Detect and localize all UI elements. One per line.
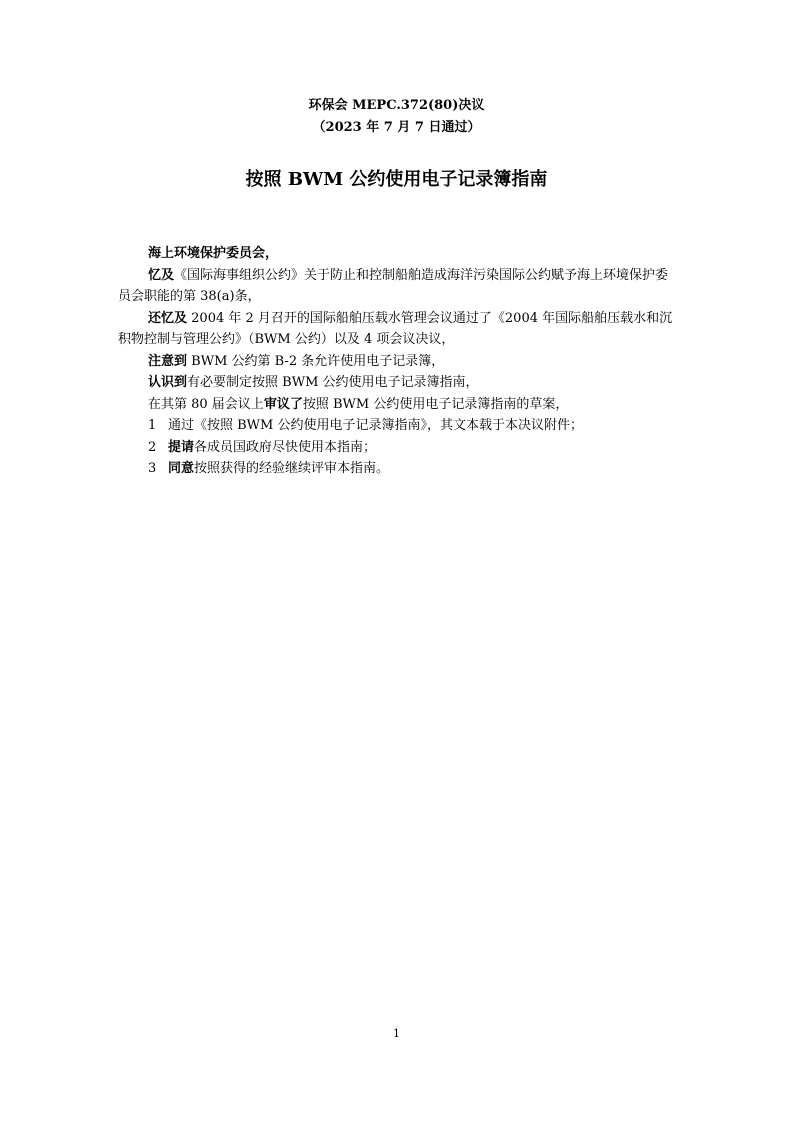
preamble-recognizing: [118, 372, 678, 394]
considered-before: 在其第 80 届会议上: [148, 396, 264, 412]
operative-verb: 同意: [168, 461, 195, 476]
preamble-lead: 海上环境保护委员会，: [148, 246, 279, 261]
preamble-text: 《国际海事组织公约》关于防止和控制船舶造成海洋污染国际公约赋予海上环境保护委员会职能的第 38(a)条，: [118, 267, 669, 304]
operative-text: 各成员国政府尽快使用本指南；: [194, 439, 377, 455]
preamble-recalling-also: [118, 308, 678, 351]
operative-text: 通过《按照 BWM 公约使用电子记录簿指南》，其文本载于本决议附件；: [168, 418, 583, 433]
document-title: 按照 BWM 公约使用电子记录簿指南: [245, 169, 548, 190]
operative-text: 按照获得的经验继续评审本指南。: [194, 461, 390, 476]
operative-paragraph: [118, 437, 678, 459]
considered-after: 按照 BWM 公约使用电子记录簿指南的草案，: [302, 396, 569, 412]
operative-paragraph: [118, 415, 678, 437]
preamble-text: BWM 公约第 B-2 条允许使用电子记录簿，: [187, 353, 445, 369]
preamble-lead: 注意到: [148, 353, 188, 369]
operative-number: 2: [148, 439, 157, 455]
resolution-number: 环保会 MEPC.372(80)决议: [308, 98, 485, 113]
resolution-body: [118, 243, 678, 480]
operative-number: 1: [148, 418, 157, 433]
operative-number: 3: [148, 461, 157, 476]
preamble-lead: 忆及: [148, 267, 175, 283]
adoption-date: （2023 年 7 月 7 日通过）: [312, 120, 481, 135]
operative-paragraph: [118, 458, 678, 480]
preamble-considered: [118, 394, 678, 416]
preamble-recalling: [118, 265, 678, 308]
page-number: 1: [393, 1027, 400, 1040]
preamble-lead: 还忆及: [148, 310, 188, 326]
preamble-committee: [118, 243, 678, 265]
preamble-text: 有必要制定按照 BWM 公约使用电子记录簿指南，: [187, 375, 479, 390]
preamble-noting: [118, 351, 678, 373]
preamble-text: 2004 年 2 月召开的国际船舶压载水管理会议通过了《2004 年国际船舶压载水和沉积物控制与管理公约》（BWM 公约）以及 4 项会议决议，: [118, 310, 673, 347]
preamble-lead: 认识到: [148, 375, 188, 390]
considered-verb: 审议了: [263, 396, 303, 412]
operative-verb: 提请: [168, 439, 195, 455]
